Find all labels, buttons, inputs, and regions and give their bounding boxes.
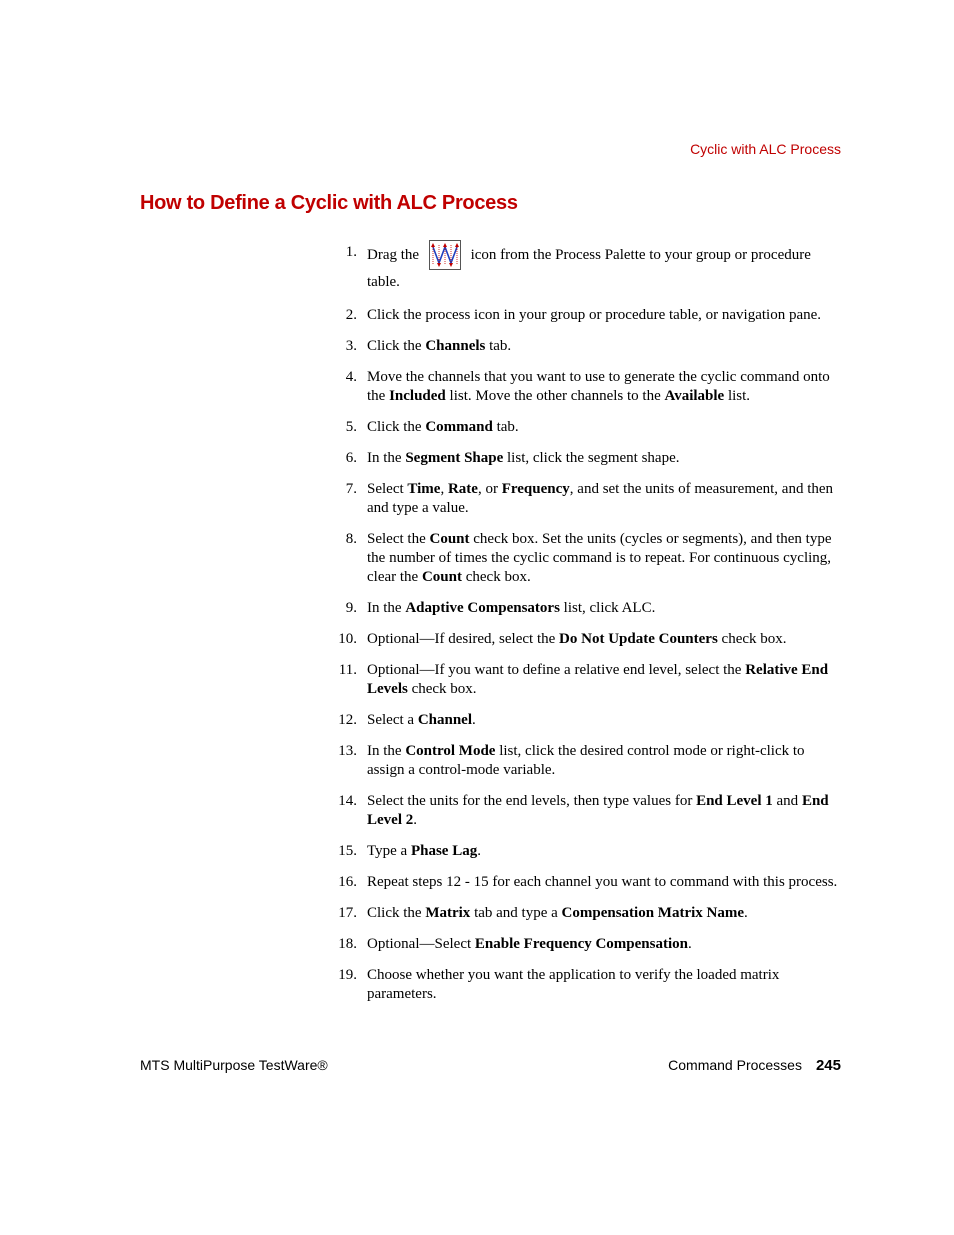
- step-text-run: Move the channels that you want to use to generate the cyclic command onto the: [367, 369, 830, 404]
- step-text-run: Select a: [367, 712, 418, 728]
- ui-term: Count: [421, 569, 462, 585]
- ui-term: Relative End Levels: [367, 662, 829, 697]
- step-text-run: and: [772, 793, 802, 809]
- step-number: 2.: [345, 307, 357, 323]
- step-text-run: Select: [367, 481, 408, 497]
- step-item: [333, 418, 843, 437]
- step-item: [333, 480, 843, 518]
- step-text-run: .: [477, 843, 481, 859]
- step-number: 5.: [345, 419, 357, 435]
- step-text-run: check box.: [717, 631, 787, 647]
- step-item: [333, 599, 843, 618]
- step-text: [367, 338, 511, 354]
- step-text-run: Type a: [367, 843, 411, 859]
- step-text-run: In the: [367, 600, 406, 616]
- step-text: [367, 905, 748, 921]
- step-number: 17.: [338, 905, 357, 921]
- step-text-run: check box.: [407, 681, 477, 697]
- step-text: [367, 712, 476, 728]
- step-item: [333, 742, 843, 780]
- ui-term: Command: [425, 419, 493, 435]
- step-text-run: Repeat steps 12 - 15 for each channel you want to command with this process.: [367, 874, 838, 890]
- step-text: [367, 631, 787, 647]
- step-text: [367, 967, 779, 1002]
- step-text-run: In the: [367, 450, 406, 466]
- procedure-steps: [333, 240, 843, 1016]
- step-item: [333, 368, 843, 406]
- step-item: [333, 306, 843, 325]
- step-text-run: Click the process icon in your group or procedure table, or navigation pane.: [367, 307, 822, 323]
- step-text: [367, 369, 830, 404]
- ui-term: Phase Lag: [410, 843, 478, 859]
- step-number: 18.: [338, 936, 357, 952]
- step-text-run: Optional—If desired, select the: [367, 631, 560, 647]
- step-number: 12.: [338, 712, 357, 728]
- ui-term: Adaptive Compensators: [405, 600, 560, 616]
- step-text: [367, 662, 828, 697]
- ui-term: End Level 2: [367, 793, 829, 828]
- step-text-run: list. Move the other channels to the: [445, 388, 665, 404]
- ui-term: Channels: [425, 338, 486, 354]
- step-text: [367, 450, 679, 466]
- ui-term: Enable Frequency Compensation: [474, 936, 688, 952]
- step-text-run: Select the units for the end levels, then type values for: [367, 793, 697, 809]
- step-text-run: check box. Set the units (cycles or segments), and then type the number of times the cyclic command is to repeat. For continuous cycling, clear the: [367, 531, 832, 585]
- step-text-run: .: [687, 936, 692, 952]
- section-title: How to Define a Cyclic with ALC Process: [140, 192, 518, 214]
- step-item: [333, 904, 843, 923]
- step-text: [367, 843, 481, 859]
- footer-chapter: Command Processes: [668, 1057, 802, 1073]
- step-number: 11.: [338, 662, 357, 678]
- step-text: [367, 419, 519, 435]
- step-text-run: icon from the Process Palette to your group or procedure table.: [367, 247, 811, 290]
- step-item: [333, 873, 843, 892]
- ui-term: Count: [429, 531, 470, 547]
- step-item: [333, 711, 843, 730]
- step-text-run: Choose whether you want the application to verify the loaded matrix parameters.: [367, 967, 780, 1002]
- step-number: 6.: [345, 450, 357, 466]
- step-text-run: .: [744, 905, 748, 921]
- ui-term: End Level 1: [696, 793, 773, 809]
- step-text-run: Select the: [367, 531, 430, 547]
- ui-term: Rate: [447, 481, 478, 497]
- step-text-run: Optional—If you want to define a relative end level, select the: [367, 662, 746, 678]
- step-text-run: list.: [724, 388, 751, 404]
- cyclic-process-icon: [429, 240, 461, 270]
- step-text: [367, 247, 811, 290]
- step-text-run: check box.: [461, 569, 531, 585]
- ui-term: Do Not Update Counters: [559, 631, 718, 647]
- step-text-run: , and set the units of measurement, and then and type a value.: [367, 481, 834, 516]
- step-number: 9.: [345, 600, 357, 616]
- ui-term: Channel: [417, 712, 472, 728]
- step-number: 16.: [338, 874, 357, 890]
- step-text-run: Optional—Select: [367, 936, 475, 952]
- ui-term: Compensation Matrix Name: [561, 905, 745, 921]
- step-text-run: Click the: [367, 905, 426, 921]
- step-number: 19.: [338, 967, 357, 983]
- step-text-run: Click the: [367, 338, 426, 354]
- ui-term: Control Mode: [405, 743, 496, 759]
- step-item: [333, 661, 843, 699]
- step-item: [333, 792, 843, 830]
- ui-term: Segment Shape: [405, 450, 504, 466]
- step-item: [333, 240, 843, 294]
- step-text-run: list, click the desired control mode or right-click to assign a control-mode variable.: [367, 743, 805, 778]
- ui-term: Included: [389, 388, 446, 404]
- step-text-run: In the: [367, 743, 406, 759]
- step-text: [367, 600, 655, 616]
- step-text: [367, 793, 829, 828]
- footer-product: MTS MultiPurpose TestWare®: [140, 1057, 328, 1073]
- step-text: [367, 307, 821, 323]
- step-number: 10.: [338, 631, 357, 647]
- step-text-run: tab.: [492, 419, 519, 435]
- step-item: [333, 630, 843, 649]
- step-text-run: .: [472, 712, 476, 728]
- step-text-run: list, click ALC.: [559, 600, 656, 616]
- step-text-run: ,: [440, 481, 448, 497]
- step-text-run: tab.: [485, 338, 512, 354]
- step-text-run: Drag the: [367, 247, 423, 263]
- step-number: 13.: [338, 743, 357, 759]
- step-number: 1.: [345, 244, 357, 260]
- step-text-run: , or: [477, 481, 502, 497]
- step-item: [333, 530, 843, 587]
- step-text: [367, 874, 837, 890]
- ui-term: Available: [664, 388, 725, 404]
- footer-right: [668, 1057, 841, 1074]
- step-number: 7.: [345, 481, 357, 497]
- ui-term: Time: [407, 481, 441, 497]
- step-item: [333, 337, 843, 356]
- step-item: [333, 935, 843, 954]
- step-item: [333, 449, 843, 468]
- step-text-run: tab and type a: [470, 905, 562, 921]
- step-text: [367, 481, 833, 516]
- page-number: 245: [815, 1057, 841, 1074]
- step-text: [367, 743, 805, 778]
- running-head: Cyclic with ALC Process: [690, 141, 841, 157]
- step-number: 3.: [345, 338, 357, 354]
- step-text: [367, 936, 692, 952]
- ui-term: Frequency: [501, 481, 570, 497]
- step-number: 15.: [338, 843, 357, 859]
- step-text-run: .: [413, 812, 417, 828]
- step-item: [333, 966, 843, 1004]
- step-text: [367, 531, 832, 585]
- step-number: 4.: [345, 369, 357, 385]
- step-number: 14.: [338, 793, 357, 809]
- step-text-run: Click the: [367, 419, 426, 435]
- step-number: 8.: [345, 531, 357, 547]
- step-item: [333, 842, 843, 861]
- step-text-run: list, click the segment shape.: [503, 450, 680, 466]
- ui-term: Matrix: [425, 905, 471, 921]
